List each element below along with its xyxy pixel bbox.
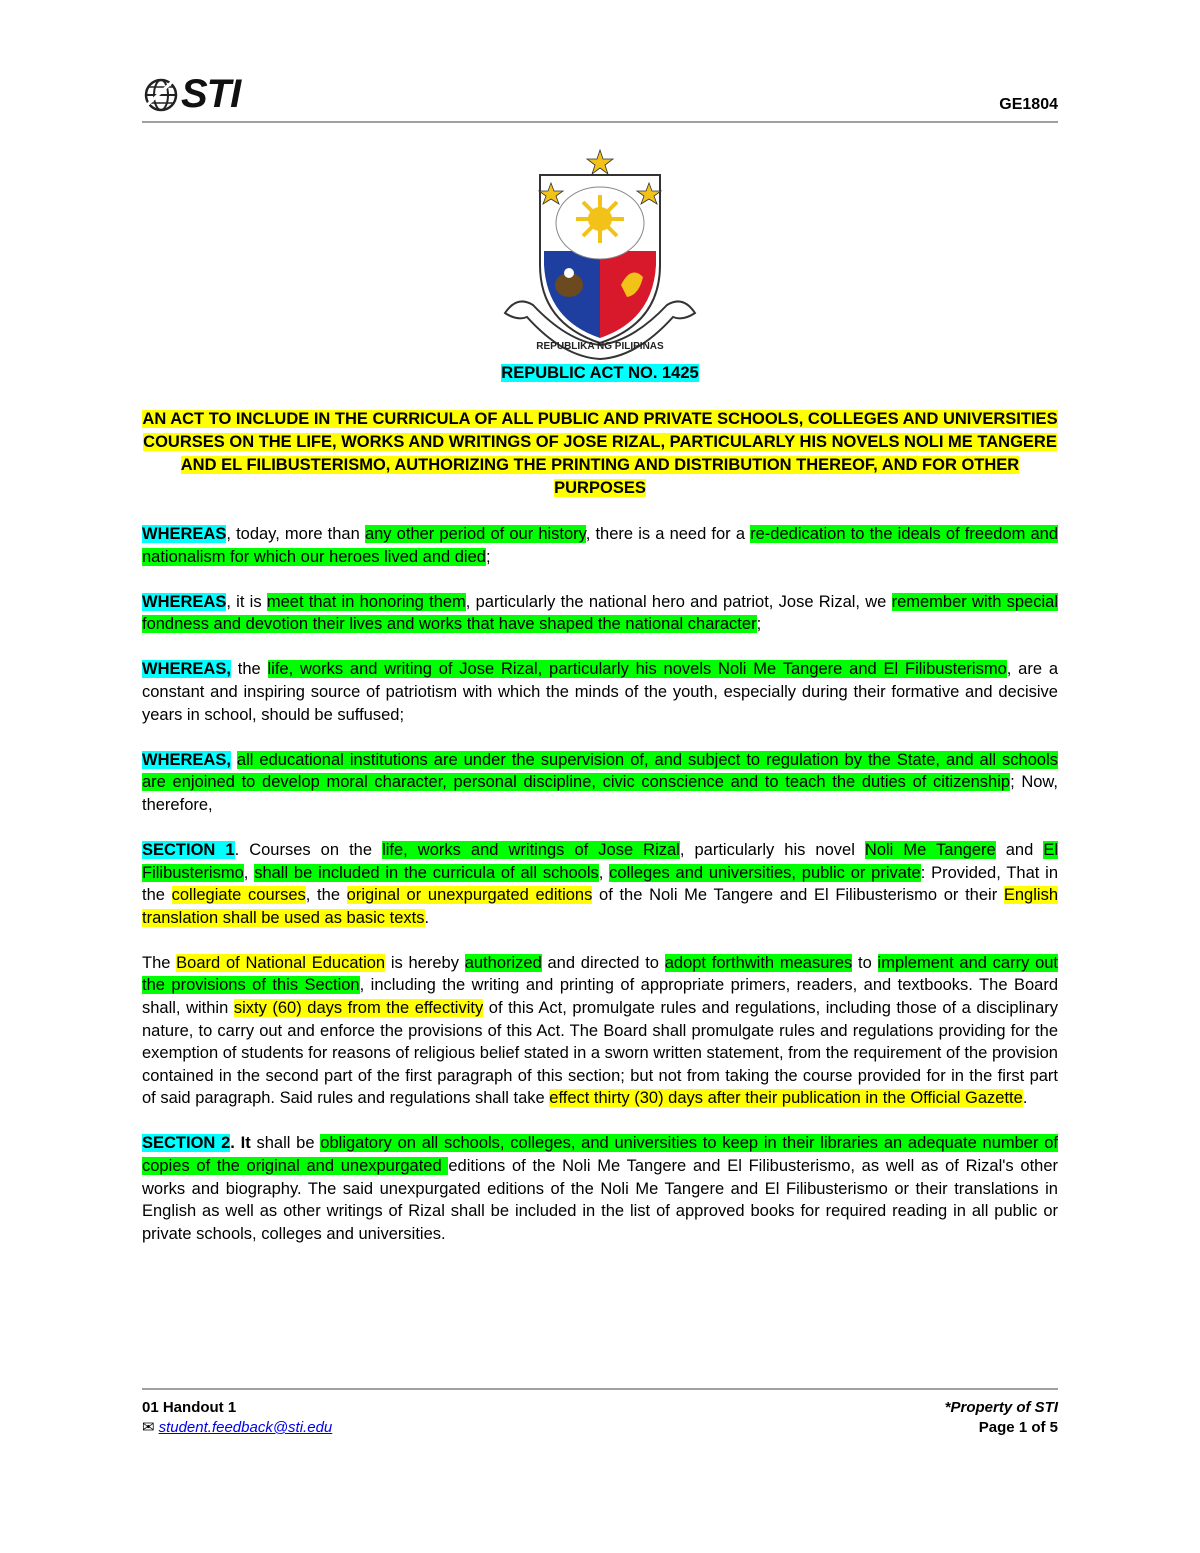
- globe-icon: [143, 77, 179, 113]
- text-segment: .: [424, 908, 430, 927]
- paragraph: [142, 658, 1058, 726]
- highlighted-text: WHEREAS,: [142, 750, 231, 769]
- philippine-coat-of-arms-icon: [497, 145, 703, 360]
- highlighted-text: SECTION 2: [142, 1134, 231, 1153]
- footer-left: [142, 1398, 332, 1438]
- highlighted-text: meet that in honoring them: [266, 592, 466, 611]
- text-segment: of this Act, promulgate rules and regulations, including those of a disciplinary nature, to carry out and enforce the provisions of this Act. The Board shall promulgate rules and regulations providing for the exemption of students for reasons of religious belief stated in a sworn written statement, from the requirement of the provision contained in the second part of the first paragraph of this section; but not from taking the course provided for in the first part of said paragraph. Said rules and regulations shall take: [142, 999, 1059, 1108]
- paragraph: [142, 952, 1058, 1110]
- text-segment: ,: [598, 863, 610, 882]
- text-segment: , the: [305, 886, 347, 905]
- highlighted-text: Board of National Education: [176, 953, 386, 972]
- text-segment: is hereby: [385, 953, 465, 972]
- text-segment: , particularly his novel: [679, 840, 865, 859]
- text-segment: of the Noli Me Tangere and El Filibusterismo or their: [592, 886, 1004, 905]
- highlighted-text: original or unexpurgated editions: [346, 886, 593, 905]
- highlighted-text: obligatory on all schools, colleges, and universities to keep in their libraries an adequate number of copies of the original and unexpurgated: [142, 1134, 1058, 1176]
- seal-ribbon-text: REPUBLIKA NG PILIPINAS: [536, 341, 664, 352]
- text-segment: , today, more than: [226, 525, 365, 543]
- highlighted-text: remember with special fondness and devotion their lives and works that have shaped the national character: [142, 592, 1058, 634]
- paragraph: [142, 523, 1058, 568]
- text-segment: and: [995, 840, 1044, 859]
- feedback-email-link[interactable]: student.feedback@sti.edu: [158, 1419, 333, 1436]
- highlighted-text: adopt forthwith measures: [664, 953, 853, 972]
- property-label: *Property of STI: [944, 1399, 1058, 1416]
- document-subtitle: AN ACT TO INCLUDE IN THE CURRICULA OF ALL PUBLIC AND PRIVATE SCHOOLS, COLLEGES AND UNIVERSITIES COURSES ON THE LIFE, WORKS AND WRITINGS OF JOSE RIZAL, PARTICULARLY HIS NOVELS NOLI ME TANGERE AND EL FILIBUSTERISMO, AUTHORIZING THE PRINTING AND DISTRIBUTION THEREOF, AND FOR OTHER PURPOSES: [142, 410, 1058, 497]
- highlighted-text: life, works and writing of Jose Rizal, particularly his novels Noli Me Tangere and El Filibusterismo: [267, 660, 1007, 679]
- document-code: GE1804: [999, 96, 1058, 113]
- text-segment: .: [1022, 1089, 1028, 1108]
- text-segment: : Provided, That in the: [142, 863, 1058, 905]
- text-segment: ,: [243, 863, 255, 882]
- highlighted-text: WHEREAS,: [142, 660, 231, 679]
- text-segment: the: [230, 660, 268, 679]
- text-segment: shall be: [250, 1134, 321, 1153]
- document-title: REPUBLIC ACT NO. 1425: [501, 364, 699, 382]
- text-segment: ; Now, therefore,: [142, 773, 1059, 814]
- document-body: [142, 523, 1058, 1268]
- highlighted-text: WHEREAS: [142, 592, 227, 611]
- page-number: Page 1 of 5: [978, 1419, 1058, 1436]
- text-segment: editions of the Noli Me Tangere and El Filibusterismo, as well as of Rizal's other works and biography. The said unexpurgated editions of the Noli Me Tangere and El Filibusterismo or their translations in English as well as other writings of Rizal shall be included in the list of approved books for required reading in all public or private schools, colleges and universities.: [142, 1157, 1058, 1243]
- text-segment: , it is: [226, 592, 267, 611]
- text-segment: , including the writing and printing of appropriate primers, readers, and textbooks. The Board shall, within: [142, 976, 1058, 1017]
- envelope-icon: ✉: [142, 1419, 155, 1436]
- highlighted-text: Noli Me Tangere: [864, 840, 996, 859]
- text-segment: to: [852, 953, 878, 972]
- text-segment: . Courses on the: [234, 840, 383, 859]
- highlighted-text: El Filibusterismo: [142, 840, 1058, 882]
- highlighted-text: English translation shall be used as basic texts: [142, 886, 1058, 927]
- footer-divider: [142, 1388, 1058, 1390]
- text-segment: ;: [756, 615, 762, 634]
- highlighted-text: colleges and universities, public or private: [609, 863, 921, 882]
- highlighted-text: all educational institutions are under the supervision of, and subject to regulation by the State, and all schools are enjoined to develop moral character, personal discipline, civic conscience and to teach the duties of citizenship: [142, 750, 1058, 792]
- header-divider: [142, 121, 1058, 123]
- text-segment: The: [142, 953, 177, 972]
- highlighted-text: collegiate courses: [171, 886, 306, 905]
- paragraph: [142, 839, 1058, 929]
- highlighted-text: sixty (60) days from the effectivity: [233, 999, 484, 1017]
- highlighted-text: re-dedication to the ideals of freedom and nationalism for which our heroes lived and died: [142, 525, 1059, 566]
- highlighted-text: SECTION 1: [142, 840, 235, 859]
- handout-label: 01 Handout 1: [142, 1399, 237, 1416]
- paragraph: [142, 591, 1058, 636]
- logo-text: STI: [181, 72, 241, 116]
- highlighted-text: WHEREAS: [142, 525, 227, 543]
- paragraph: [142, 749, 1058, 817]
- text-segment: , there is a need for a: [585, 525, 751, 543]
- highlighted-text: life, works and writings of Jose Rizal: [382, 840, 680, 859]
- text-segment: ;: [485, 547, 491, 566]
- text-segment: , particularly the national hero and patriot, Jose Rizal, we: [465, 592, 892, 611]
- text-segment: , are a constant and inspiring source of patriotism with which the minds of the youth, especially during their formative and decisive years in school, should be suffused;: [142, 660, 1059, 724]
- paragraph: [142, 1132, 1058, 1245]
- highlighted-text: implement and carry out the provisions of this Section: [142, 953, 1059, 995]
- text-segment: . It: [230, 1134, 251, 1153]
- highlighted-text: effect thirty (30) days after their publication in the Official Gazette: [549, 1089, 1023, 1108]
- text-segment: and directed to: [541, 953, 665, 972]
- highlighted-text: any other period of our history: [364, 525, 586, 543]
- footer-right: [945, 1398, 1058, 1438]
- highlighted-text: authorized: [464, 953, 542, 972]
- sti-logo: [143, 72, 240, 117]
- highlighted-text: shall be included in the curricula of all schools: [254, 863, 599, 882]
